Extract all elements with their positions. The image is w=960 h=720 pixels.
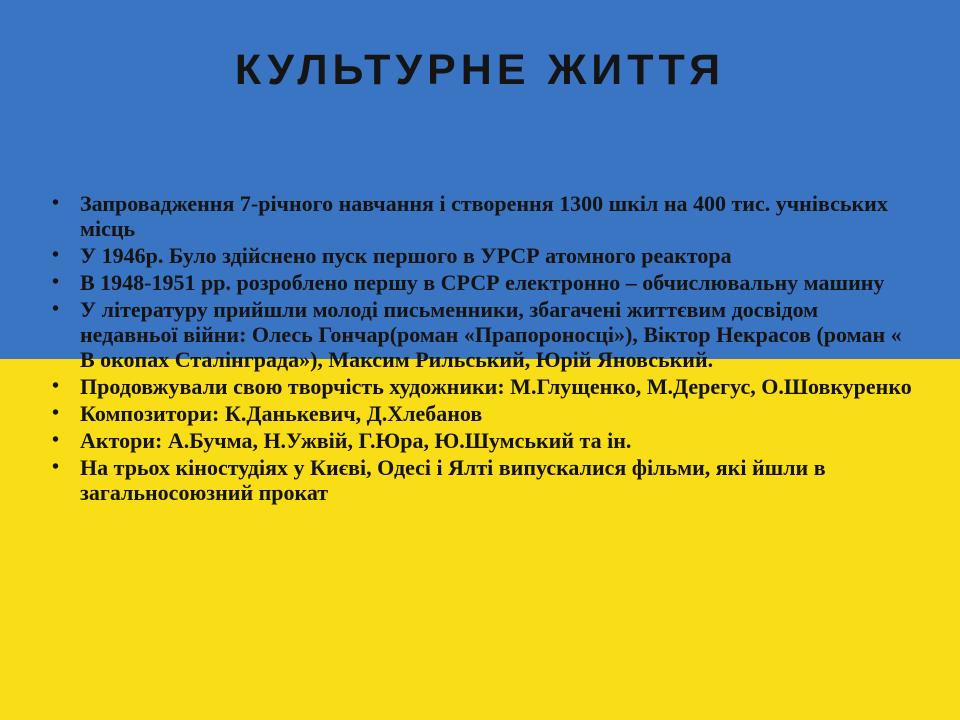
- bullet-marker: •: [52, 402, 60, 424]
- list-item-text: Композитори: К.Данькевич, Д.Хлебанов: [80, 401, 483, 426]
- bullet-marker: •: [52, 429, 60, 451]
- list-item-text: На трьох кіностудіях у Києві, Одесі і Ялті випускалися фільми, які йшли в загальносоюзний прокат: [80, 455, 826, 505]
- list-item-text: У 1946р. Було здійснено пуск першого в УРСР атомного реактора: [80, 243, 732, 268]
- list-item: [52, 297, 912, 372]
- bullet-marker: •: [52, 375, 60, 397]
- list-item: [52, 428, 912, 453]
- bullet-marker: •: [52, 192, 60, 214]
- list-item-text: В 1948-1951 рр. розроблено першу в СРСР електронно – обчислювальну машину: [80, 270, 885, 295]
- list-item-text: Актори: А.Бучма, Н.Ужвій, Г.Юра, Ю.Шумський та ін.: [80, 428, 632, 453]
- slide-title: КУЛЬТУРНЕ ЖИТТЯ: [234, 46, 726, 94]
- list-item-text: Запровадження 7-річного навчання і створення 1300 шкіл на 400 тис. учнівських місць: [80, 191, 888, 241]
- list-item: [52, 401, 912, 426]
- list-item: [52, 191, 912, 241]
- list-item-text: У літературу прийшли молоді письменники, збагачені життєвим досвідом недавньої війни: Олесь Гончар(роман «Прапороносці»), Віктор Некрасов (роман « В окопах Сталінграда»), Максим Рильський, Юрій Яновський.: [80, 297, 902, 372]
- list-item: [52, 243, 912, 268]
- list-item: [52, 270, 912, 295]
- list-item: [52, 455, 912, 505]
- bullet-marker: •: [52, 298, 60, 320]
- list-item-text: Продовжували свою творчість художники: М.Глущенко, М.Дерегус, О.Шовкуренко: [80, 374, 912, 399]
- bullet-list: [52, 191, 912, 507]
- list-item: [52, 374, 912, 399]
- bullet-marker: •: [52, 244, 60, 266]
- bullet-marker: •: [52, 271, 60, 293]
- bullet-marker: •: [52, 456, 60, 478]
